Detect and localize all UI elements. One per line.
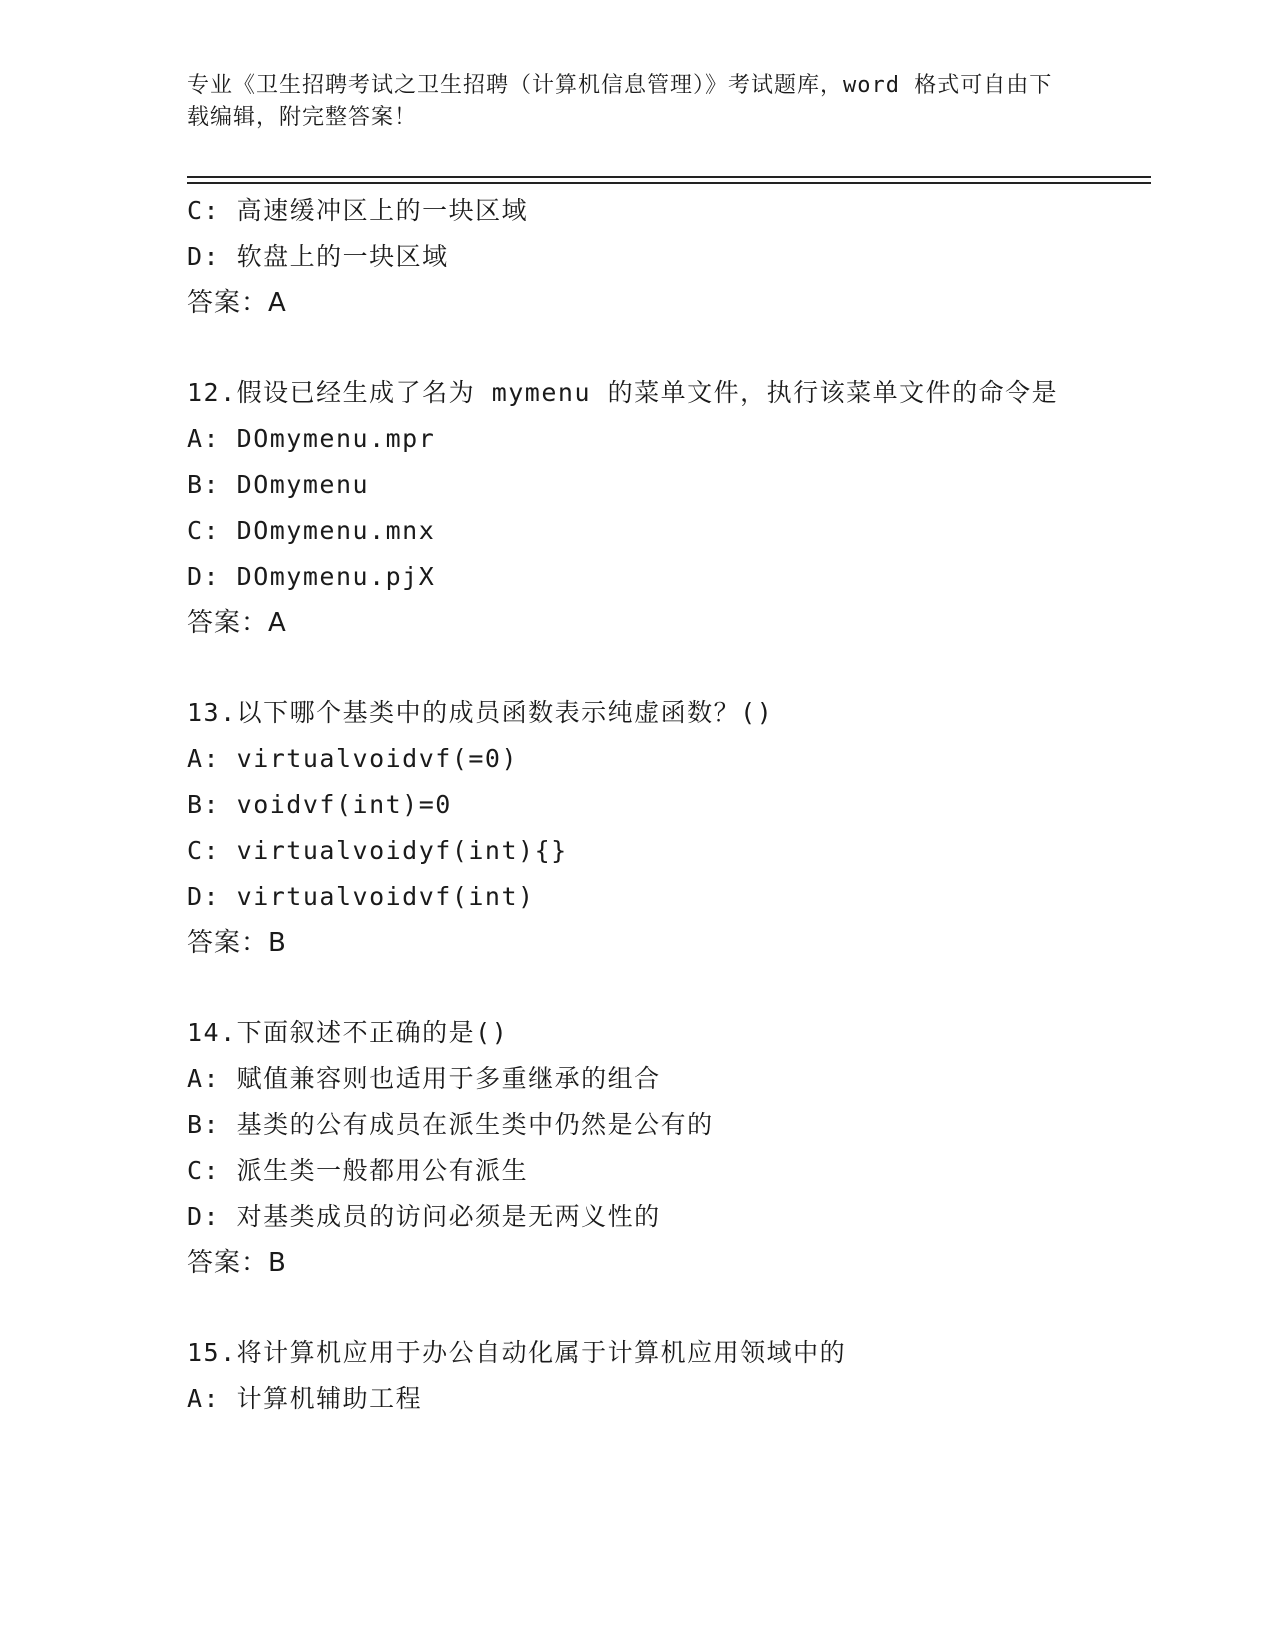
question-stem: 12.假设已经生成了名为 mymenu 的菜单文件，执行该菜单文件的命令是	[187, 378, 1059, 407]
question-list	[187, 188, 1087, 1422]
answer-line: 答案：B	[187, 928, 287, 958]
question-stem: 14.下面叙述不正确的是()	[187, 1018, 509, 1047]
option-c: C: virtualvoidyf(int){}	[187, 836, 568, 865]
option-a: A: virtualvoidvf(=0)	[187, 744, 519, 773]
question-13	[187, 690, 1087, 966]
option-d: D: virtualvoidvf(int)	[187, 882, 535, 911]
answer-line: 答案：A	[187, 288, 287, 318]
question-stem: 13.以下哪个基类中的成员函数表示纯虚函数？()	[187, 698, 774, 727]
option-d: D: DOmymenu.pjX	[187, 562, 436, 591]
option-a: A: DOmymenu.mpr	[187, 424, 436, 453]
option-a: A: 赋值兼容则也适用于多重继承的组合	[187, 1064, 661, 1093]
option-d: D: 对基类成员的访问必须是无两义性的	[187, 1202, 661, 1231]
header-rule-top	[187, 176, 1151, 178]
option-c: C: 派生类一般都用公有派生	[187, 1156, 529, 1185]
option-a: A: 计算机辅助工程	[187, 1384, 423, 1413]
answer-line: 答案：A	[187, 608, 287, 638]
option-c: C: DOmymenu.mnx	[187, 516, 436, 545]
question-11-continued	[187, 188, 1087, 326]
option-d: D: 软盘上的一块区域	[187, 242, 449, 271]
question-12	[187, 370, 1087, 646]
option-b: B: 基类的公有成员在派生类中仍然是公有的	[187, 1110, 714, 1139]
document-header: 专业《卫生招聘考试之卫生招聘（计算机信息管理）》考试题库，word 格式可自由下载编辑，附完整答案！	[187, 73, 1053, 130]
question-14	[187, 1010, 1087, 1286]
option-b: B: DOmymenu	[187, 470, 370, 499]
question-15	[187, 1330, 1087, 1422]
question-stem: 15.将计算机应用于办公自动化属于计算机应用领域中的	[187, 1338, 847, 1367]
option-b: B: voidvf(int)=0	[187, 790, 452, 819]
answer-line: 答案：B	[187, 1248, 287, 1278]
option-c: C: 高速缓冲区上的一块区域	[187, 196, 529, 225]
header-rule-bottom	[187, 182, 1151, 184]
